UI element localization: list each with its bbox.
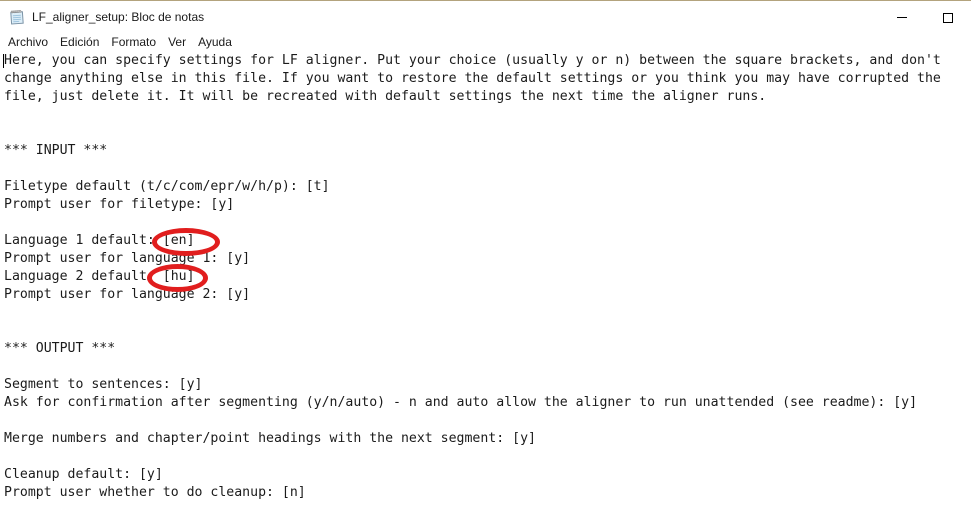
window-controls [879, 2, 971, 33]
editor-line: *** OUTPUT *** [4, 341, 116, 356]
editor-line: change anything else in this file. If you want to restore the default settings or you think you may have corrupted the [4, 71, 941, 86]
editor-line: Filetype default (t/c/com/epr/w/h/p): [t] [4, 179, 330, 194]
editor-line: Prompt user for filetype: [y] [4, 197, 235, 212]
editor-line [4, 124, 971, 142]
titlebar[interactable] [0, 1, 971, 33]
text-caret [3, 54, 4, 68]
menu-formato[interactable]: Formato [111, 35, 157, 49]
editor-line: *** INPUT *** [4, 143, 108, 158]
editor-line: Here, you can specify settings for LF aligner. Put your choice (usually y or n) between the square brackets, and don't [4, 53, 941, 68]
menu-ver[interactable]: Ver [168, 35, 187, 49]
minimize-icon [897, 17, 907, 18]
notepad-icon [9, 9, 25, 25]
editor-line: Language 2 default: [hu] [4, 269, 195, 284]
editor-line: Ask for confirmation after segmenting (y/n/auto) - n and auto allow the aligner to run unattended (see readme): [y] [4, 395, 918, 410]
editor-line: Cleanup default: [y] [4, 467, 163, 482]
editor-line: Prompt user for language 1: [y] [4, 251, 251, 266]
editor-line: Prompt user for language 2: [y] [4, 287, 251, 302]
editor-line: Language 1 default: [en] [4, 233, 195, 248]
menu-ayuda[interactable]: Ayuda [198, 35, 232, 49]
menu-edicion[interactable]: Edición [60, 35, 100, 49]
maximize-button[interactable] [925, 2, 971, 33]
window-title: LF_aligner_setup: Bloc de notas [32, 10, 205, 24]
minimize-button[interactable] [879, 2, 925, 33]
editor-line [4, 160, 971, 178]
editor-line [4, 106, 971, 124]
editor-line: file, just delete it. It will be recreated with default settings the next time the aligner runs. [4, 89, 767, 104]
editor-text-area[interactable] [0, 51, 971, 513]
editor-line [4, 412, 971, 430]
editor-line: Prompt user whether to do cleanup: [n] [4, 485, 306, 500]
editor-line: Segment to sentences: [y] [4, 377, 203, 392]
menubar [0, 33, 971, 52]
editor-line [4, 304, 971, 322]
menu-archivo[interactable]: Archivo [8, 35, 49, 49]
editor-line: Merge numbers and chapter/point headings with the next segment: [y] [4, 431, 536, 446]
editor-line [4, 322, 971, 340]
maximize-icon [943, 13, 953, 23]
editor-line [4, 358, 971, 376]
editor-line [4, 214, 971, 232]
editor-line [4, 448, 971, 466]
